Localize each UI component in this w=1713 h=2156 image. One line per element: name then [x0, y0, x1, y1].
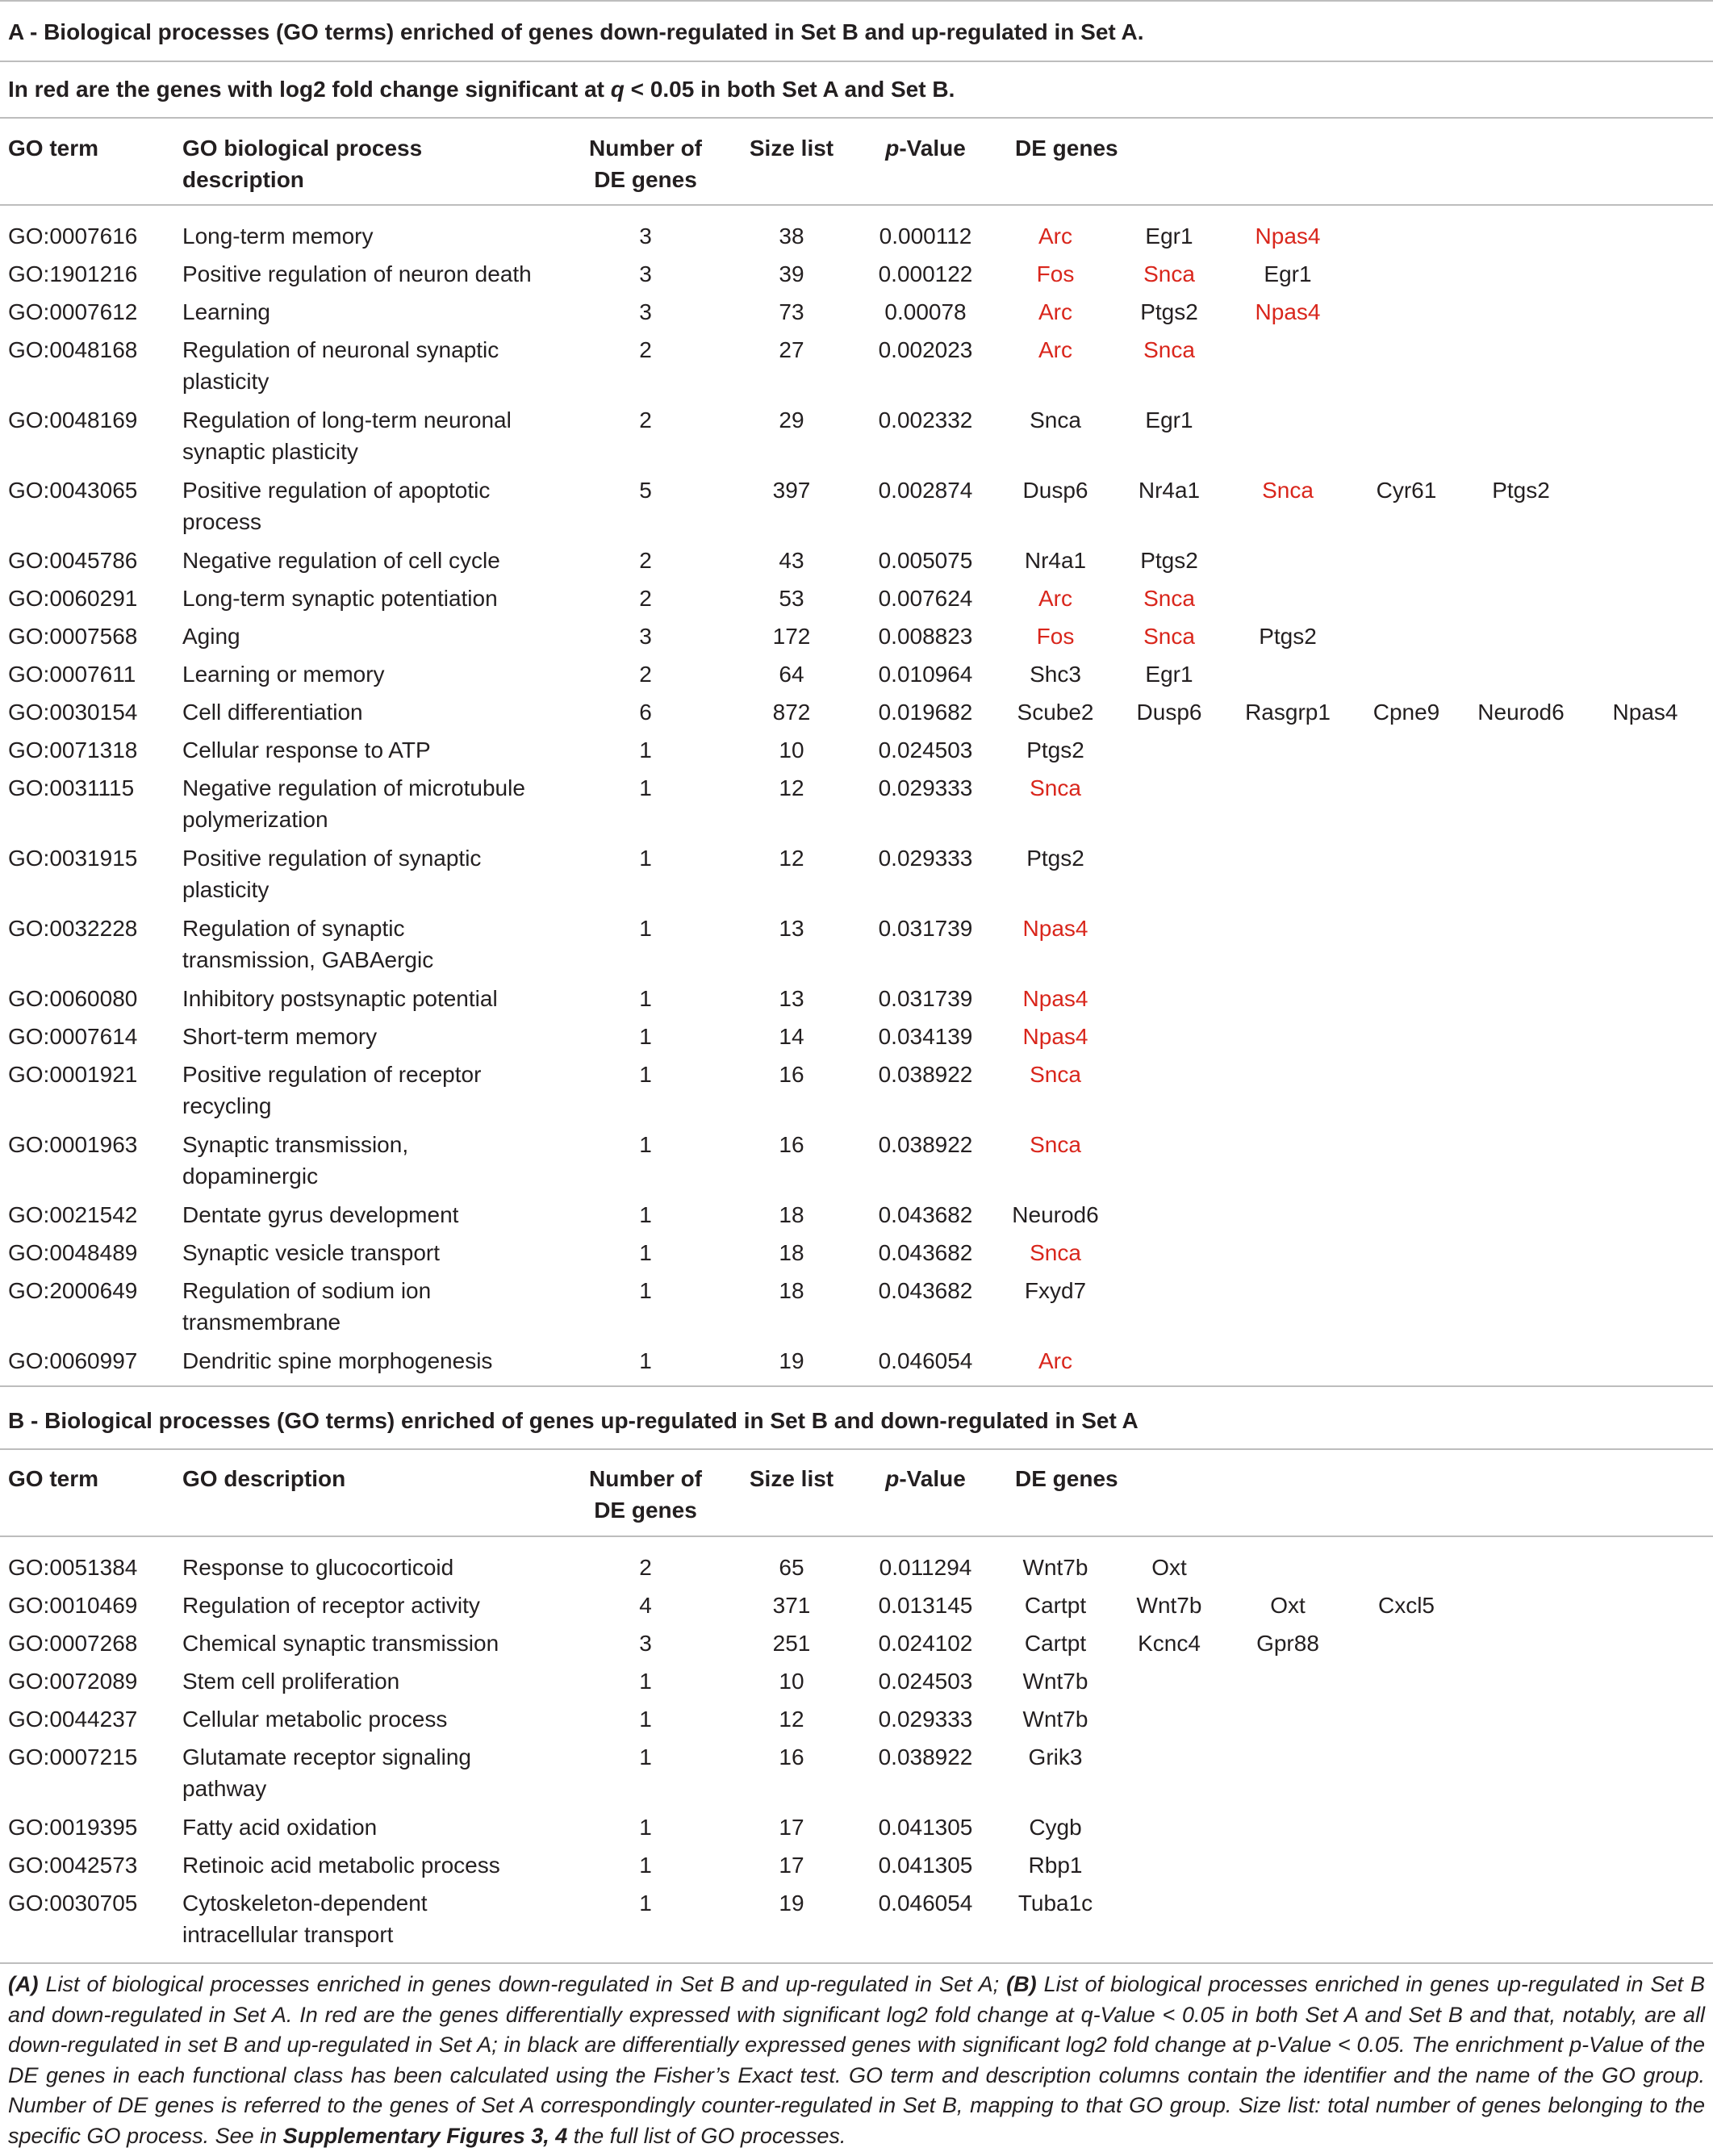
section-a-row-16-num-de-genes: 1 — [639, 1024, 652, 1049]
section-a-title: A - Biological processes (GO terms) enriched of genes down-regulated in Set B and up-regulated in Set A. — [8, 19, 1144, 44]
section-a-row-19-gene-neurod6: Neurod6 — [1012, 1202, 1099, 1227]
section-a-row-1-size-list: 39 — [779, 261, 804, 286]
section-a-row-5-gene-dusp6: Dusp6 — [1022, 478, 1088, 503]
section-a-row-10-p-value: 0.019682 — [878, 700, 973, 725]
section-a-row-21-description-2: transmembrane — [182, 1310, 341, 1335]
section-a-row-6-size-list: 43 — [779, 548, 804, 573]
section-a-row-10-go-term: GO:0030154 — [8, 700, 138, 725]
rule-after-section-b-title — [0, 1448, 1713, 1450]
section-a-row-21-go-term: GO:2000649 — [8, 1278, 138, 1303]
section-a-row-10-gene-neurod6: Neurod6 — [1477, 700, 1565, 725]
section-a-row-4-go-term: GO:0048169 — [8, 407, 138, 432]
section-a-row-4-description-2: synaptic plasticity — [182, 439, 358, 464]
section-a-row-18-description-2: dopaminergic — [182, 1164, 319, 1189]
section-a-row-15-size-list: 13 — [779, 986, 804, 1011]
section-a-row-8-p-value: 0.008823 — [878, 624, 973, 649]
section-a-row-15-go-term: GO:0060080 — [8, 986, 138, 1011]
section-a-row-3-num-de-genes: 2 — [639, 337, 652, 362]
section-a-row-13-size-list: 12 — [779, 846, 804, 871]
section-a-row-17-size-list: 16 — [779, 1062, 804, 1087]
section-b-header-de-genes: DE genes — [1015, 1466, 1118, 1491]
section-b-row-7-description: Retinoic acid metabolic process — [182, 1853, 500, 1878]
section-a-row-17-description: Positive regulation of receptor — [182, 1062, 482, 1087]
section-a-row-17-gene-snca: Snca — [1030, 1062, 1081, 1087]
section-a-row-1-description: Positive regulation of neuron death — [182, 261, 532, 286]
section-a-row-19-p-value: 0.043682 — [878, 1202, 973, 1227]
section-a-row-1-go-term: GO:1901216 — [8, 261, 138, 286]
section-a-row-9-gene-shc3: Shc3 — [1030, 662, 1081, 687]
section-b-header-description: GO description — [182, 1466, 346, 1491]
note-q: q — [610, 77, 625, 102]
section-b-row-2-description: Chemical synaptic transmission — [182, 1631, 499, 1656]
section-a-row-3-go-term: GO:0048168 — [8, 337, 138, 362]
section-a-row-16-go-term: GO:0007614 — [8, 1024, 138, 1049]
section-a-row-9-p-value: 0.010964 — [878, 662, 973, 687]
section-b-row-6-p-value: 0.041305 — [878, 1815, 973, 1840]
section-a-row-0-gene-npas4: Npas4 — [1255, 224, 1321, 249]
section-a-row-3-description-2: plasticity — [182, 369, 269, 394]
section-a-row-17-description-2: recycling — [182, 1093, 272, 1118]
section-a-row-8-gene-snca: Snca — [1143, 624, 1195, 649]
section-a-row-18-size-list: 16 — [779, 1132, 804, 1157]
section-a-row-11-description: Cellular response to ATP — [182, 737, 431, 763]
section-b-row-6-description: Fatty acid oxidation — [182, 1815, 378, 1840]
section-a-row-20-go-term: GO:0048489 — [8, 1240, 138, 1265]
section-a-row-3-size-list: 27 — [779, 337, 804, 362]
section-a-row-5-gene-nr4a1: Nr4a1 — [1138, 478, 1201, 503]
section-b-row-0-description: Response to glucocorticoid — [182, 1555, 454, 1580]
section-b-row-1-num-de-genes: 4 — [639, 1593, 652, 1618]
section-a-row-8-description: Aging — [182, 624, 240, 649]
section-a-row-15-num-de-genes: 1 — [639, 986, 652, 1011]
section-b-row-6-num-de-genes: 1 — [639, 1815, 652, 1840]
rule-after-section-a-title — [0, 61, 1713, 62]
section-b-row-2-go-term: GO:0007268 — [8, 1631, 138, 1656]
rule-before-caption — [0, 1962, 1713, 1964]
rule-after-section-a-note — [0, 117, 1713, 119]
section-a-row-12-size-list: 12 — [779, 775, 804, 800]
section-b-header-number-of: Number of — [589, 1466, 702, 1491]
section-a-row-7-gene-arc: Arc — [1038, 586, 1072, 611]
section-a-row-14-go-term: GO:0032228 — [8, 916, 138, 941]
section-a-row-17-p-value: 0.038922 — [878, 1062, 973, 1087]
section-b-row-7-size-list: 17 — [779, 1853, 804, 1878]
rule-after-section-b-header — [0, 1536, 1713, 1537]
section-b-row-2-p-value: 0.024102 — [878, 1631, 973, 1656]
section-a-row-8-gene-ptgs2: Ptgs2 — [1259, 624, 1317, 649]
section-a-row-1-gene-fos: Fos — [1036, 261, 1075, 286]
section-b-row-8-gene-tuba1c: Tuba1c — [1017, 1891, 1093, 1916]
section-a-row-6-p-value: 0.005075 — [878, 548, 973, 573]
section-a-row-22-gene-arc: Arc — [1038, 1348, 1072, 1373]
section-a-row-6-num-de-genes: 2 — [639, 548, 652, 573]
section-a-row-1-num-de-genes: 3 — [639, 261, 652, 286]
section-a-row-20-description: Synaptic vesicle transport — [182, 1240, 441, 1265]
section-a-row-10-description: Cell differentiation — [182, 700, 363, 725]
section-a-row-5-size-list: 397 — [772, 478, 811, 503]
section-a-row-2-gene-arc: Arc — [1038, 299, 1072, 324]
section-a-row-6-go-term: GO:0045786 — [8, 548, 138, 573]
section-b-row-1-size-list: 371 — [772, 1593, 811, 1618]
section-a-row-13-gene-ptgs2: Ptgs2 — [1026, 846, 1084, 871]
section-a-header-de-genes-count: DE genes — [594, 167, 697, 192]
section-a-row-21-gene-fxyd7: Fxyd7 — [1024, 1278, 1087, 1303]
section-a-row-8-size-list: 172 — [772, 624, 811, 649]
section-a-row-11-go-term: GO:0071318 — [8, 737, 138, 763]
section-b-header-p-italic: p — [885, 1466, 900, 1491]
note-suffix: < 0.05 in both Set A and Set B. — [624, 77, 955, 102]
section-b-row-6-gene-cygb: Cygb — [1029, 1815, 1082, 1840]
caption-segment-2: (B) — [1006, 1972, 1037, 1996]
section-a-row-18-p-value: 0.038922 — [878, 1132, 973, 1157]
caption-segment-3: List of biological processes enriched in genes up-regulated in Set B and down-regulated in Set A. In red are the genes differentially expressed with significant log2 fold change at q-Value < 0.05 in both Set A and Set B and that, notably, are all down-regulated in set B and up-regulated in Set A; in black are differentially expressed genes with significant log2 fold change at p-Value < 0.05. The enrichment p-Value of the DE genes in each functional class has been calculated using the Fisher’s Exact test. GO term and description columns contain the identifier and the name of the GO group. Number of DE genes is referred to the genes of Set A correspondingly counter-regulated in Set B, mapping to that GO group. Size list: total number of genes belonging to the specific GO process. See in — [8, 1972, 1705, 2148]
section-a-row-16-size-list: 14 — [779, 1024, 804, 1049]
section-b-row-5-gene-grik3: Grik3 — [1028, 1744, 1083, 1770]
section-a-row-2-gene-ptgs2: Ptgs2 — [1140, 299, 1198, 324]
section-a-row-14-description: Regulation of synaptic — [182, 916, 405, 941]
section-b-row-7-num-de-genes: 1 — [639, 1853, 652, 1878]
section-a-row-1-gene-egr1: Egr1 — [1264, 261, 1312, 286]
rule-before-section-b-title — [0, 1385, 1713, 1387]
section-a-row-18-gene-snca: Snca — [1030, 1132, 1081, 1157]
section-b-row-8-size-list: 19 — [779, 1891, 804, 1916]
section-a-row-6-gene-nr4a1: Nr4a1 — [1024, 548, 1087, 573]
section-a-row-0-p-value: 0.000112 — [879, 224, 972, 249]
section-a-row-0-gene-egr1: Egr1 — [1145, 224, 1193, 249]
section-a-header-description-2: description — [182, 167, 304, 192]
section-a-row-21-p-value: 0.043682 — [878, 1278, 973, 1303]
section-a-row-20-size-list: 18 — [779, 1240, 804, 1265]
section-b-row-8-description: Cytoskeleton-dependent — [182, 1891, 428, 1916]
section-a-row-13-num-de-genes: 1 — [639, 846, 652, 871]
section-a-row-18-num-de-genes: 1 — [639, 1132, 652, 1157]
section-b-row-5-num-de-genes: 1 — [639, 1744, 652, 1770]
section-b-row-2-gene-cartpt: Cartpt — [1024, 1631, 1087, 1656]
section-a-row-9-go-term: GO:0007611 — [8, 662, 136, 687]
section-a-row-5-gene-snca: Snca — [1262, 478, 1314, 503]
section-a-row-5-gene-cyr61: Cyr61 — [1376, 478, 1437, 503]
section-a-row-6-description: Negative regulation of cell cycle — [182, 548, 500, 573]
section-a-row-10-gene-dusp6: Dusp6 — [1136, 700, 1202, 725]
section-b-row-1-gene-cxcl5: Cxcl5 — [1377, 1593, 1435, 1618]
section-a-row-7-go-term: GO:0060291 — [8, 586, 138, 611]
section-a-row-12-p-value: 0.029333 — [878, 775, 973, 800]
section-a-row-3-description: Regulation of neuronal synaptic — [182, 337, 499, 362]
section-b-row-5-p-value: 0.038922 — [878, 1744, 973, 1770]
section-b-row-7-p-value: 0.041305 — [878, 1853, 973, 1878]
section-a-row-4-gene-snca: Snca — [1030, 407, 1081, 432]
section-a-row-9-description: Learning or memory — [182, 662, 385, 687]
section-a-row-14-size-list: 13 — [779, 916, 804, 941]
table-caption — [8, 1970, 1705, 2152]
section-b-row-1-p-value: 0.013145 — [878, 1593, 973, 1618]
section-b-row-8-num-de-genes: 1 — [639, 1891, 652, 1916]
section-a-row-21-size-list: 18 — [779, 1278, 804, 1303]
section-b-header-p-rest: -Value — [899, 1466, 966, 1491]
section-a-row-12-go-term: GO:0031115 — [8, 775, 135, 800]
section-a-row-16-gene-npas4: Npas4 — [1022, 1024, 1088, 1049]
section-b-row-2-gene-gpr88: Gpr88 — [1256, 1631, 1319, 1656]
section-a-row-4-num-de-genes: 2 — [639, 407, 652, 432]
section-a-row-3-gene-snca: Snca — [1143, 337, 1195, 362]
section-b-header-size-list: Size list — [749, 1466, 834, 1491]
section-b-row-8-description-2: intracellular transport — [182, 1922, 394, 1947]
section-a-row-1-gene-snca: Snca — [1143, 261, 1195, 286]
section-b-row-1-go-term: GO:0010469 — [8, 1593, 138, 1618]
section-a-row-14-p-value: 0.031739 — [878, 916, 973, 941]
section-b-row-2-num-de-genes: 3 — [639, 1631, 652, 1656]
section-b-row-0-num-de-genes: 2 — [639, 1555, 652, 1580]
section-a-row-0-go-term: GO:0007616 — [8, 224, 138, 249]
section-a-row-17-num-de-genes: 1 — [639, 1062, 652, 1087]
section-b-row-5-size-list: 16 — [779, 1744, 804, 1770]
section-a-row-10-gene-npas4: Npas4 — [1612, 700, 1678, 725]
section-b-row-0-size-list: 65 — [779, 1555, 804, 1580]
section-b-row-1-gene-wnt7b: Wnt7b — [1136, 1593, 1202, 1618]
section-b-row-4-gene-wnt7b: Wnt7b — [1022, 1707, 1088, 1732]
section-a-row-10-size-list: 872 — [772, 700, 811, 725]
section-b-row-0-p-value: 0.011294 — [879, 1555, 972, 1580]
section-a-row-12-gene-snca: Snca — [1030, 775, 1081, 800]
section-a-row-2-gene-npas4: Npas4 — [1255, 299, 1321, 324]
section-a-row-1-p-value: 0.000122 — [878, 261, 973, 286]
section-a-row-19-description: Dentate gyrus development — [182, 1202, 459, 1227]
section-a-row-7-size-list: 53 — [779, 586, 804, 611]
section-a-row-22-num-de-genes: 1 — [639, 1348, 652, 1373]
section-b-row-8-go-term: GO:0030705 — [8, 1891, 138, 1916]
caption-segment-1: List of biological processes enriched in genes down-regulated in Set B and up-regulated in Set A; — [38, 1972, 1007, 1996]
section-b-row-1-gene-cartpt: Cartpt — [1024, 1593, 1087, 1618]
section-b-row-0-gene-wnt7b: Wnt7b — [1022, 1555, 1088, 1580]
section-a-row-5-go-term: GO:0043065 — [8, 478, 138, 503]
section-a-row-20-p-value: 0.043682 — [878, 1240, 973, 1265]
section-b-row-4-size-list: 12 — [779, 1707, 804, 1732]
section-b-row-5-go-term: GO:0007215 — [8, 1744, 138, 1770]
section-a-row-13-description-2: plasticity — [182, 877, 269, 902]
section-a-note — [8, 75, 955, 104]
section-b-row-4-go-term: GO:0044237 — [8, 1707, 138, 1732]
section-a-row-0-num-de-genes: 3 — [639, 224, 652, 249]
section-b-row-4-num-de-genes: 1 — [639, 1707, 652, 1732]
section-a-row-15-p-value: 0.031739 — [878, 986, 973, 1011]
section-b-row-2-gene-kcnc4: Kcnc4 — [1138, 1631, 1201, 1656]
section-a-row-17-go-term: GO:0001921 — [8, 1062, 138, 1087]
section-a-row-5-description-2: process — [182, 509, 262, 534]
caption-segment-4: Supplementary Figures 3, 4 — [282, 2123, 568, 2148]
section-a-row-20-gene-snca: Snca — [1030, 1240, 1081, 1265]
section-a-row-15-description: Inhibitory postsynaptic potential — [182, 986, 498, 1011]
section-a-row-18-go-term: GO:0001963 — [8, 1132, 138, 1157]
section-a-row-10-num-de-genes: 6 — [639, 700, 652, 725]
section-a-row-9-num-de-genes: 2 — [639, 662, 652, 687]
section-b-row-4-p-value: 0.029333 — [878, 1707, 973, 1732]
section-a-row-9-gene-egr1: Egr1 — [1145, 662, 1193, 687]
section-a-row-3-p-value: 0.002023 — [878, 337, 973, 362]
section-a-row-11-gene-ptgs2: Ptgs2 — [1026, 737, 1084, 763]
section-a-row-4-gene-egr1: Egr1 — [1145, 407, 1193, 432]
section-b-row-1-gene-oxt: Oxt — [1270, 1593, 1306, 1618]
section-a-row-14-num-de-genes: 1 — [639, 916, 652, 941]
section-b-row-5-description-2: pathway — [182, 1776, 267, 1801]
section-b-row-3-size-list: 10 — [779, 1669, 804, 1694]
section-a-row-5-num-de-genes: 5 — [639, 478, 652, 503]
section-a-header-p-italic: p — [885, 136, 900, 161]
section-a-header-p-rest: -Value — [899, 136, 966, 161]
top-rule — [0, 0, 1713, 2]
section-a-header-go-term: GO term — [8, 136, 99, 161]
section-b-header-go-term: GO term — [8, 1466, 99, 1491]
section-b-row-2-size-list: 251 — [772, 1631, 811, 1656]
section-a-row-10-gene-rasgrp1: Rasgrp1 — [1245, 700, 1331, 725]
section-a-row-13-go-term: GO:0031915 — [8, 846, 138, 871]
section-a-row-10-gene-scube2: Scube2 — [1017, 700, 1094, 725]
section-b-row-6-size-list: 17 — [779, 1815, 804, 1840]
section-a-row-2-p-value: 0.00078 — [884, 299, 967, 324]
section-a-row-19-num-de-genes: 1 — [639, 1202, 652, 1227]
section-a-row-5-gene-ptgs2: Ptgs2 — [1492, 478, 1550, 503]
rule-after-section-a-header — [0, 204, 1713, 206]
caption-segment-0: (A) — [8, 1972, 39, 1996]
section-a-row-2-num-de-genes: 3 — [639, 299, 652, 324]
section-a-row-8-go-term: GO:0007568 — [8, 624, 138, 649]
section-a-row-21-num-de-genes: 1 — [639, 1278, 652, 1303]
section-b-row-3-go-term: GO:0072089 — [8, 1669, 138, 1694]
section-a-row-0-size-list: 38 — [779, 224, 804, 249]
section-a-row-22-size-list: 19 — [779, 1348, 804, 1373]
section-a-row-16-description: Short-term memory — [182, 1024, 378, 1049]
section-a-row-12-num-de-genes: 1 — [639, 775, 652, 800]
section-a-row-6-gene-ptgs2: Ptgs2 — [1140, 548, 1198, 573]
section-a-row-4-size-list: 29 — [779, 407, 804, 432]
section-a-row-8-num-de-genes: 3 — [639, 624, 652, 649]
section-a-row-5-p-value: 0.002874 — [878, 478, 973, 503]
section-b-row-6-go-term: GO:0019395 — [8, 1815, 138, 1840]
section-a-row-20-num-de-genes: 1 — [639, 1240, 652, 1265]
section-a-header-size-list: Size list — [749, 136, 834, 161]
section-a-row-21-description: Regulation of sodium ion — [182, 1278, 432, 1303]
section-b-row-1-description: Regulation of receptor activity — [182, 1593, 480, 1618]
section-b-title: B - Biological processes (GO terms) enriched of genes up-regulated in Set B and down-regulated in Set A — [8, 1408, 1139, 1433]
section-a-row-4-p-value: 0.002332 — [878, 407, 973, 432]
section-b-row-0-go-term: GO:0051384 — [8, 1555, 138, 1580]
section-a-row-19-size-list: 18 — [779, 1202, 804, 1227]
section-a-row-13-description: Positive regulation of synaptic — [182, 846, 482, 871]
section-a-row-2-go-term: GO:0007612 — [8, 299, 138, 324]
section-a-row-14-gene-npas4: Npas4 — [1022, 916, 1088, 941]
note-prefix: In red are the genes with log2 fold change significant at — [8, 77, 611, 102]
section-a-row-10-gene-cpne9: Cpne9 — [1372, 700, 1440, 725]
section-a-row-18-description: Synaptic transmission, — [182, 1132, 409, 1157]
section-b-header-p-value — [853, 1463, 998, 1494]
section-a-row-3-gene-arc: Arc — [1038, 337, 1072, 362]
section-a-row-7-num-de-genes: 2 — [639, 586, 652, 611]
section-a-header-p-value — [853, 132, 998, 164]
section-b-row-7-gene-rbp1: Rbp1 — [1028, 1853, 1083, 1878]
section-a-row-7-description: Long-term synaptic potentiation — [182, 586, 498, 611]
section-b-header-de-genes-count: DE genes — [594, 1498, 697, 1523]
section-b-row-0-gene-oxt: Oxt — [1151, 1555, 1187, 1580]
section-a-row-9-size-list: 64 — [779, 662, 804, 687]
section-b-row-8-p-value: 0.046054 — [878, 1891, 973, 1916]
section-a-row-22-description: Dendritic spine morphogenesis — [182, 1348, 493, 1373]
section-a-header-de-genes: DE genes — [1015, 136, 1118, 161]
section-a-row-13-p-value: 0.029333 — [878, 846, 973, 871]
caption-segment-5: the full list of GO processes. — [567, 2123, 846, 2148]
section-a-row-12-description: Negative regulation of microtubule — [182, 775, 525, 800]
section-a-row-14-description-2: transmission, GABAergic — [182, 947, 434, 972]
section-a-row-2-description: Learning — [182, 299, 270, 324]
section-b-row-3-description: Stem cell proliferation — [182, 1669, 400, 1694]
section-a-header-description: GO biological process — [182, 136, 423, 161]
section-a-row-22-p-value: 0.046054 — [878, 1348, 973, 1373]
section-b-row-3-gene-wnt7b: Wnt7b — [1022, 1669, 1088, 1694]
section-a-row-0-description: Long-term memory — [182, 224, 374, 249]
section-a-row-8-gene-fos: Fos — [1036, 624, 1075, 649]
section-a-row-22-go-term: GO:0060997 — [8, 1348, 138, 1373]
section-a-row-7-p-value: 0.007624 — [878, 586, 973, 611]
section-b-row-7-go-term: GO:0042573 — [8, 1853, 138, 1878]
section-b-row-3-num-de-genes: 1 — [639, 1669, 652, 1694]
section-b-row-4-description: Cellular metabolic process — [182, 1707, 448, 1732]
section-a-row-7-gene-snca: Snca — [1143, 586, 1195, 611]
section-a-row-19-go-term: GO:0021542 — [8, 1202, 138, 1227]
section-b-row-5-description: Glutamate receptor signaling — [182, 1744, 471, 1770]
section-b-row-3-p-value: 0.024503 — [878, 1669, 973, 1694]
section-a-row-4-description: Regulation of long-term neuronal — [182, 407, 512, 432]
section-a-row-15-gene-npas4: Npas4 — [1022, 986, 1088, 1011]
section-a-row-12-description-2: polymerization — [182, 807, 328, 832]
section-a-row-11-p-value: 0.024503 — [878, 737, 973, 763]
section-a-row-16-p-value: 0.034139 — [878, 1024, 973, 1049]
section-a-row-11-num-de-genes: 1 — [639, 737, 652, 763]
section-a-row-11-size-list: 10 — [779, 737, 804, 763]
section-a-row-5-description: Positive regulation of apoptotic — [182, 478, 491, 503]
section-a-row-2-size-list: 73 — [779, 299, 804, 324]
section-a-row-0-gene-arc: Arc — [1038, 224, 1072, 249]
section-a-header-number-of: Number of — [589, 136, 702, 161]
